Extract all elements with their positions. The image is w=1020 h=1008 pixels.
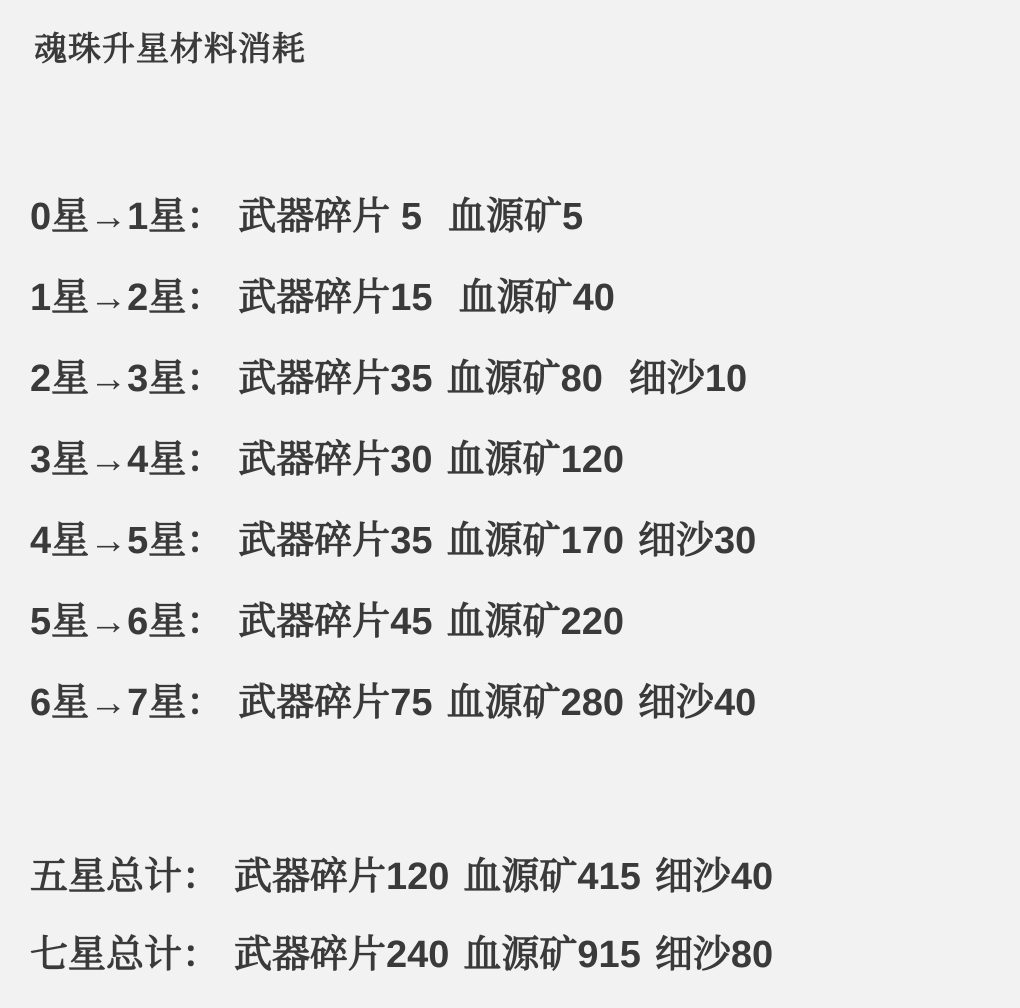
material-blood-ore: 血源矿220	[446, 600, 624, 643]
upgrade-step-label: 4星→5星：	[30, 519, 225, 562]
list-item	[30, 258, 990, 339]
upgrade-step-label: 2星→3星：	[30, 357, 225, 400]
material-fine-sand: 细沙40	[637, 681, 757, 724]
material-fine-sand: 细沙10	[628, 357, 748, 400]
material-blood-ore: 血源矿915	[463, 933, 641, 976]
list-item	[30, 420, 990, 501]
list-item	[30, 916, 990, 994]
material-weapon-fragment: 武器碎片35	[238, 519, 433, 562]
material-fine-sand: 细沙40	[654, 855, 774, 898]
list-item	[30, 501, 990, 582]
upgrade-cost-list	[30, 177, 990, 744]
page-title: 魂珠升星材料消耗	[34, 30, 306, 67]
material-fine-sand: 细沙80	[654, 933, 774, 976]
material-weapon-fragment: 武器碎片45	[238, 600, 433, 643]
title-spacer	[30, 71, 990, 177]
material-weapon-fragment: 武器碎片35	[238, 357, 433, 400]
upgrade-step-label: 3星→4星：	[30, 438, 225, 481]
list-item	[30, 339, 990, 420]
material-weapon-fragment: 武器碎片120	[234, 855, 450, 898]
section-spacer	[30, 744, 990, 838]
total-label-five-star: 五星总计：	[30, 855, 221, 898]
material-weapon-fragment: 武器碎片75	[238, 681, 433, 724]
material-blood-ore: 血源矿170	[446, 519, 624, 562]
material-blood-ore: 血源矿5	[447, 195, 584, 238]
list-item	[30, 663, 990, 744]
material-blood-ore: 血源矿80	[446, 357, 603, 400]
material-weapon-fragment: 武器碎片15	[238, 276, 433, 319]
material-weapon-fragment: 武器碎片30	[238, 438, 433, 481]
upgrade-step-label: 0星→1星：	[30, 195, 225, 238]
list-item	[30, 582, 990, 663]
material-weapon-fragment: 武器碎片 5	[238, 195, 422, 238]
material-fine-sand: 细沙30	[637, 519, 757, 562]
material-blood-ore: 血源矿40	[458, 276, 615, 319]
material-weapon-fragment: 武器碎片240	[234, 933, 450, 976]
material-blood-ore: 血源矿415	[463, 855, 641, 898]
list-item	[30, 838, 990, 916]
upgrade-step-label: 1星→2星：	[30, 276, 225, 319]
material-blood-ore: 血源矿120	[446, 438, 624, 481]
material-blood-ore: 血源矿280	[446, 681, 624, 724]
list-item	[30, 177, 990, 258]
upgrade-step-label: 5星→6星：	[30, 600, 225, 643]
upgrade-step-label: 6星→7星：	[30, 681, 225, 724]
totals-list	[30, 838, 990, 994]
total-label-seven-star: 七星总计：	[30, 933, 221, 976]
